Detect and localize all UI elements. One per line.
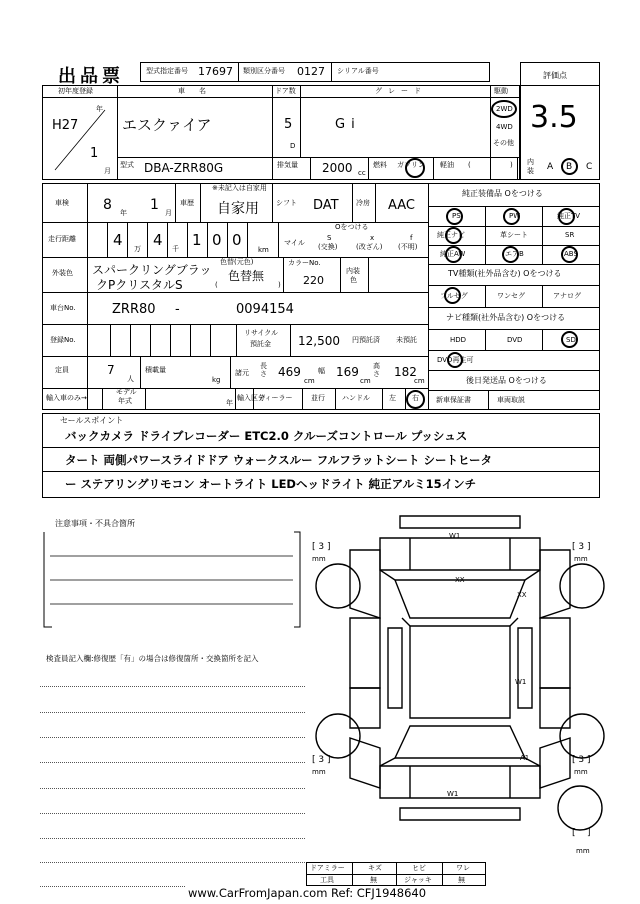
equip-abs: ABS xyxy=(564,250,578,258)
color-no-value: 220 xyxy=(303,274,324,287)
disp-unit: cc xyxy=(358,169,366,177)
dvd-play: DVD再生可 xyxy=(437,356,474,364)
height-label: 高さ xyxy=(373,362,380,378)
car-name: エスクァイア xyxy=(122,116,212,134)
drive-2wd: 2WD xyxy=(496,105,513,113)
rating-label: 評価点 xyxy=(543,71,567,80)
nav-sd-circle xyxy=(561,331,578,348)
mile-s: S xyxy=(327,234,332,242)
length-value: 469 xyxy=(278,365,301,379)
int-color-label-1: 内装 xyxy=(346,267,360,275)
doors-value: 5 xyxy=(284,117,293,132)
after-warranty: 新車保証書 xyxy=(436,396,471,404)
reg-no-label: 登録No. xyxy=(50,336,76,344)
recycle-unpaid: 未預託 xyxy=(396,336,417,344)
grade-value: Gi xyxy=(335,117,361,132)
import-type-label: 輸入区分 xyxy=(237,394,265,402)
fuel-light-oil: 軽油 xyxy=(440,161,454,169)
capacity-unit: 人 xyxy=(127,375,134,383)
equip-airbag-circle xyxy=(502,246,519,263)
drive-4wd: 4WD xyxy=(496,123,513,131)
ac-label: 冷房 xyxy=(356,199,370,207)
chassis-prefix: ZRR80 xyxy=(112,302,156,317)
int-color-label-2: 色 xyxy=(350,276,357,284)
drive-2wd-circle xyxy=(491,100,517,118)
tread-fl-unit: mm xyxy=(312,555,326,563)
fuel-paren-close: ) xyxy=(510,161,513,169)
nav-sd: SD xyxy=(566,336,576,344)
model-value: DBA-ZRR80G xyxy=(144,161,224,175)
height-value: 182 xyxy=(394,365,417,379)
mile-f: f xyxy=(410,234,413,242)
tv-fullseg: フルセグ xyxy=(440,292,468,300)
mirror-label: ドアミラー xyxy=(310,864,345,872)
equip-sr: SR xyxy=(565,231,575,239)
form-title: 出品票 xyxy=(58,66,124,87)
damage-mark-right-rear: A1 xyxy=(520,754,530,762)
mile-circle-note: Oをつける xyxy=(335,223,369,231)
recycle-label-2: 預託金 xyxy=(250,340,271,348)
disp-label: 排気量 xyxy=(277,161,298,169)
length-label: 長さ xyxy=(260,362,267,378)
model-cert-no: 17697 xyxy=(198,65,233,78)
sales-line-3: ー ステアリングリモコン オートライト LEDヘッドライト 純正アルミ15インチ xyxy=(65,477,477,491)
mile-label: マイル xyxy=(284,239,305,247)
inspection-month: 1 xyxy=(150,197,159,213)
grade-label: グレード xyxy=(375,87,427,95)
width-label: 幅 xyxy=(318,367,325,375)
reg-era: H27 xyxy=(52,118,79,133)
history-note: ※未記入は自家用 xyxy=(212,184,267,192)
tools-value: 無 xyxy=(370,876,377,884)
doors-label: ドア数 xyxy=(275,87,296,95)
equip-aw-circle xyxy=(445,246,462,263)
color-change-label: 色替(元色) xyxy=(220,258,254,266)
equip-ps: PS xyxy=(452,212,461,220)
equip-tv-circle xyxy=(558,208,575,225)
mileage-man: 万 xyxy=(134,245,141,253)
damage-mark-right-side: W1 xyxy=(515,678,527,686)
length-unit: cm xyxy=(304,377,315,385)
serial-label: シリアル番号 xyxy=(337,67,379,75)
import-dealer: ディーラー xyxy=(258,394,293,402)
handle-right-circle xyxy=(406,390,425,409)
height-unit: cm xyxy=(414,377,425,385)
ac-value: AAC xyxy=(388,198,415,213)
handle-right: 右 xyxy=(412,394,419,402)
interior-label: 内装 xyxy=(527,158,534,175)
tread-fr: [ 3 ] xyxy=(572,542,591,552)
inspector-label: 検査員記入欄:修復歴「有」の場合は修復箇所・交換箇所を記入 xyxy=(46,654,259,663)
dims-label: 諸元 xyxy=(235,369,249,377)
history-value: 自家用 xyxy=(217,201,259,217)
tools-label: 工具 xyxy=(320,876,334,884)
jack-value: 無 xyxy=(458,876,465,884)
import-parallel: 並行 xyxy=(311,394,325,402)
caution-label: 注意事項・不具合箇所 xyxy=(55,519,135,528)
model-year-suffix: 年 xyxy=(226,399,233,407)
month-suffix: 月 xyxy=(104,167,111,175)
equip-tv: 純正TV xyxy=(557,212,581,220)
damage-mark-front-bumper: W1 xyxy=(449,532,461,540)
displacement-value: 2000 xyxy=(322,161,353,175)
tread-rl: [ 3 ] xyxy=(312,755,331,765)
fuel-circle xyxy=(405,158,425,178)
equip-pw: PW xyxy=(509,212,521,220)
mileage-label: 走行距離 xyxy=(48,235,76,243)
inspection-year-suffix: 年 xyxy=(120,209,127,217)
model-year-label-2: 年式 xyxy=(118,397,132,405)
recycle-value: 12,500 xyxy=(298,334,340,348)
mileage-digit-5: 0 xyxy=(232,231,242,249)
width-unit: cm xyxy=(360,377,371,385)
color-line-2: クPクリスタルS xyxy=(96,278,183,292)
mileage-digit-3: 1 xyxy=(192,231,202,249)
dvd-play-circle xyxy=(447,352,463,368)
color-change-value: 色替無 xyxy=(228,269,265,283)
mile-x-note: (改ざん) xyxy=(356,243,383,251)
interior-a: A xyxy=(547,162,554,172)
car-diagram xyxy=(310,508,610,848)
model-cert-label: 型式指定番号 xyxy=(146,67,188,75)
equip-leather: 革シート xyxy=(500,231,528,239)
handle-left: 左 xyxy=(389,394,396,402)
chassis-dash: - xyxy=(175,302,180,317)
color-no-label: カラーNo. xyxy=(288,259,321,267)
interior-b: B xyxy=(566,162,573,172)
equip-ps-circle xyxy=(446,208,463,225)
mileage-digit-1: 4 xyxy=(113,231,123,249)
equipment-title: 純正装備品 Oをつける xyxy=(462,189,543,198)
load-label: 積載量 xyxy=(145,366,166,374)
tread-rl-unit: mm xyxy=(312,768,326,776)
equip-navi: 純正ナビ xyxy=(437,231,465,239)
tread-spare: [ ] xyxy=(572,828,591,838)
interior-circle xyxy=(561,158,578,175)
width-value: 169 xyxy=(336,365,359,379)
handle-label: ハンドル xyxy=(342,394,370,402)
mile-x: x xyxy=(370,234,375,242)
fuel-paren-open: ( xyxy=(468,161,471,169)
nav-title: ナビ種類(社外品含む) Oをつける xyxy=(446,313,566,322)
equip-airbag: エアB xyxy=(505,250,524,258)
mirror-dent: ワレ xyxy=(456,864,470,872)
fuel-gasoline: ガソリン xyxy=(397,161,425,169)
tv-fullseg-circle xyxy=(444,287,461,304)
rating-value: 3.5 xyxy=(530,100,578,135)
mileage-sen: 千 xyxy=(172,245,179,253)
chassis-number: 0094154 xyxy=(236,302,294,317)
chassis-label: 車台No. xyxy=(50,304,76,312)
tread-rr-unit: mm xyxy=(574,768,588,776)
nav-hdd: HDD xyxy=(450,336,467,344)
damage-mark-right-fender: XX xyxy=(517,591,527,599)
history-label: 車歴 xyxy=(180,199,194,207)
first-reg-label: 初年度登録 xyxy=(58,87,93,95)
color-label: 外装色 xyxy=(52,269,73,277)
after-title: 後日発送品 Oをつける xyxy=(466,376,547,385)
model-label: 型式 xyxy=(120,161,134,169)
doors-suffix: D xyxy=(290,142,296,150)
mileage-km: km xyxy=(258,246,269,254)
sales-line-2: タート 両側パワースライドドア ウォークスルー フルフラットシート シートヒータ xyxy=(65,453,493,467)
drive-other: その他 xyxy=(493,139,514,147)
tread-fl: [ 3 ] xyxy=(312,542,331,552)
class-no: 0127 xyxy=(297,65,325,78)
damage-mark-rear-bumper: W1 xyxy=(447,790,459,798)
tv-analog: アナログ xyxy=(553,292,581,300)
fuel-label: 燃料 xyxy=(373,161,387,169)
equip-navi-circle xyxy=(445,227,462,244)
tv-oneseg: ワンセグ xyxy=(497,292,525,300)
inspection-label: 車検 xyxy=(55,199,69,207)
date-slash xyxy=(50,105,110,175)
color-line-1: スパークリングブラッ xyxy=(92,263,212,277)
import-label: 輸入車のみ→ xyxy=(46,394,87,402)
after-manual: 車両取説 xyxy=(497,396,525,404)
damage-mark-hood: XX xyxy=(455,576,465,584)
mile-f-note: (不明) xyxy=(398,243,418,251)
class-label: 類別区分番号 xyxy=(243,67,285,75)
year-suffix: 年 xyxy=(96,105,103,113)
car-name-label: 車名 xyxy=(178,87,220,95)
equip-abs-circle xyxy=(561,246,578,263)
shift-value: DAT xyxy=(313,198,339,213)
load-unit: kg xyxy=(212,376,221,384)
sales-line-1: バックカメラ ドライブレコーダー ETC2.0 クルーズコントロール プッシュス xyxy=(65,429,468,443)
mirror-crack: ヒビ xyxy=(412,864,426,872)
watermark-text: www.CarFromJapan.com Ref: CFJ1948640 xyxy=(188,886,427,900)
mirror-scratch: キズ xyxy=(368,864,382,872)
recycle-paid: 円預託済 xyxy=(352,336,380,344)
color-paren-open: ( xyxy=(215,281,218,289)
interior-c: C xyxy=(586,162,593,172)
tread-spare-unit: mm xyxy=(576,847,590,855)
mileage-digit-2: 4 xyxy=(153,231,163,249)
color-paren-close: ) xyxy=(278,281,281,289)
tread-fr-unit: mm xyxy=(574,555,588,563)
capacity-label: 定員 xyxy=(55,366,69,374)
shift-label: シフト xyxy=(276,199,297,207)
jack-label: ジャッキ xyxy=(404,876,432,884)
reg-month: 1 xyxy=(90,146,99,161)
mileage-digit-4: 0 xyxy=(212,231,222,249)
tread-rr: [ 3 ] xyxy=(572,755,591,765)
mile-s-note: (交換) xyxy=(318,243,338,251)
drive-label: 駆動 xyxy=(494,87,508,95)
equip-aw: 純正AW xyxy=(440,250,466,258)
inspection-month-suffix: 月 xyxy=(165,209,172,217)
sales-points-label: セールスポイント xyxy=(60,416,124,425)
model-year-label-1: モデル xyxy=(116,388,137,396)
capacity-value: 7 xyxy=(107,363,115,377)
recycle-label-1: リサイクル xyxy=(244,329,279,337)
nav-dvd: DVD xyxy=(507,336,523,344)
caution-bracket xyxy=(38,519,308,634)
equip-pw-circle xyxy=(503,208,520,225)
tv-title: TV種類(社外品含む) Oをつける xyxy=(448,269,562,278)
inspection-year: 8 xyxy=(103,197,112,213)
